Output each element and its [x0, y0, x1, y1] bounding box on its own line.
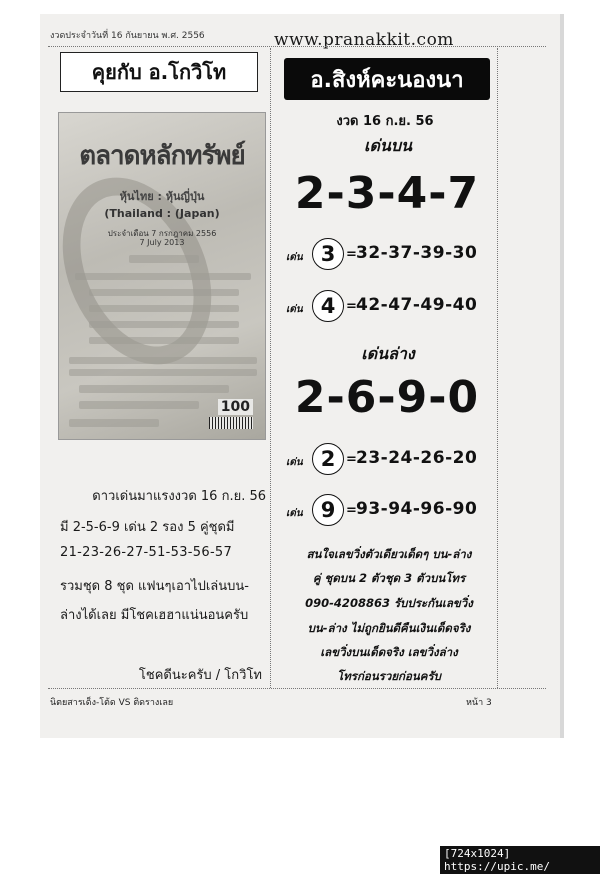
pair-label: เด่น [286, 252, 303, 263]
equals-sign: = [346, 503, 357, 518]
equals-sign: = [346, 299, 357, 314]
cover-text-block [89, 321, 239, 328]
promo-line: เลขวิ่งบนเด็ดจริง เลขวิ่งล่าง [320, 645, 458, 659]
magazine-cover-image [58, 112, 266, 440]
divider-bottom [48, 688, 546, 689]
signature: โชคดีนะครับ / โกวิโท [138, 668, 262, 683]
pair-digit-circle: 9 [312, 494, 344, 526]
cover-text-block [79, 401, 199, 409]
divider-top [48, 46, 546, 47]
bottom-label: เด่นล่าง [361, 344, 415, 363]
magazine-title: ตลาดหลักทรัพย์ [79, 141, 245, 171]
page-shadow [560, 14, 564, 738]
pair-values: 23-24-26-20 [356, 448, 478, 468]
site-url: www.pranakkit.com [274, 30, 454, 50]
pair-digit-circle: 4 [312, 290, 344, 322]
bottom-pair-row [286, 443, 496, 477]
left-line-3: 21-23-26-27-51-53-56-57 [60, 545, 233, 560]
cover-text-block [89, 289, 239, 296]
issue-date: งวดประจำวันที่ 16 กันยายน พ.ศ. 2556 [50, 31, 205, 41]
draw-date: งวด 16 ก.ย. 56 [336, 114, 434, 129]
cover-text-block [79, 385, 229, 393]
page-number: หน้า 3 [466, 698, 492, 708]
equals-sign: = [346, 247, 357, 262]
bottom-numbers: 2-6-9-0 [294, 372, 480, 423]
left-line-2: มี 2-5-6-9 เด่น 2 รอง 5 คู่ชุดมี [60, 520, 235, 535]
cover-text-block [69, 369, 257, 376]
cover-text-block [69, 419, 159, 427]
left-column-title: คุยกับ อ.โกวิโท [60, 52, 258, 92]
left-line-5: ล่างได้เลย มีโชคเฮฮาแน่นอนครับ [60, 608, 249, 623]
top-numbers: 2-3-4-7 [294, 168, 480, 219]
pair-digit-circle: 2 [312, 443, 344, 475]
cover-text-block [89, 337, 239, 344]
cover-text-block [89, 305, 239, 312]
promo-line: คู่ ชุดบน 2 ตัวชุด 3 ตัวบนโทร [312, 571, 466, 585]
image-host-watermark: [724x1024] https://upic.me/ [440, 846, 600, 874]
top-pair-row [286, 290, 496, 324]
left-line-1: ดาวเด่นมาแรงงวด 16 ก.ย. 56 [92, 489, 266, 504]
barcode-icon [209, 417, 253, 429]
right-column-title: อ.สิงห์คะนองนา [284, 58, 490, 100]
left-line-4: รวมชุด 8 ชุด แฟนๆเอาไปเล่นบน- [60, 579, 249, 594]
promo-line: สนใจเลขวิ่งตัวเดียวเด็ดๆ บน-ล่าง [306, 547, 472, 561]
magazine-country-line: (Thailand : (Japan) [104, 207, 220, 220]
divider-right [497, 48, 498, 688]
promo-line: 090-4208863 รับประกันเลขวิ่ง [305, 596, 473, 610]
promo-line: โทรก่อนรวยก่อนครับ [337, 669, 441, 683]
magazine-subtitle: หุ้นไทย : หุ้นญี่ปุ่น [119, 190, 205, 203]
pair-values: 32-37-39-30 [356, 243, 478, 263]
magazine-date-en: 7 July 2013 [139, 238, 185, 247]
magazine-date-th: ประจำเดือน 7 กรกฎาคม 2556 [107, 229, 217, 238]
footer-publication: นิตยสารเด็ง-โต้ด VS ติดรางเลย [50, 698, 174, 708]
pair-label: เด่น [286, 457, 303, 468]
top-label: เด่นบน [364, 136, 412, 155]
magazine-price: 100 [218, 399, 253, 415]
cover-text-block [69, 357, 257, 364]
top-pair-row [286, 238, 496, 272]
bottom-pair-row [286, 494, 496, 528]
pair-values: 42-47-49-40 [356, 295, 478, 315]
pair-digit-circle: 3 [312, 238, 344, 270]
promo-line: บน-ล่าง ไม่ถูกยินดีคืนเงินเด็ดจริง [307, 621, 471, 635]
pair-label: เด่น [286, 508, 303, 519]
divider-middle [270, 48, 271, 688]
pair-values: 93-94-96-90 [356, 499, 478, 519]
pair-label: เด่น [286, 304, 303, 315]
cover-text-block [129, 255, 199, 263]
cover-text-block [75, 273, 251, 280]
equals-sign: = [346, 452, 357, 467]
